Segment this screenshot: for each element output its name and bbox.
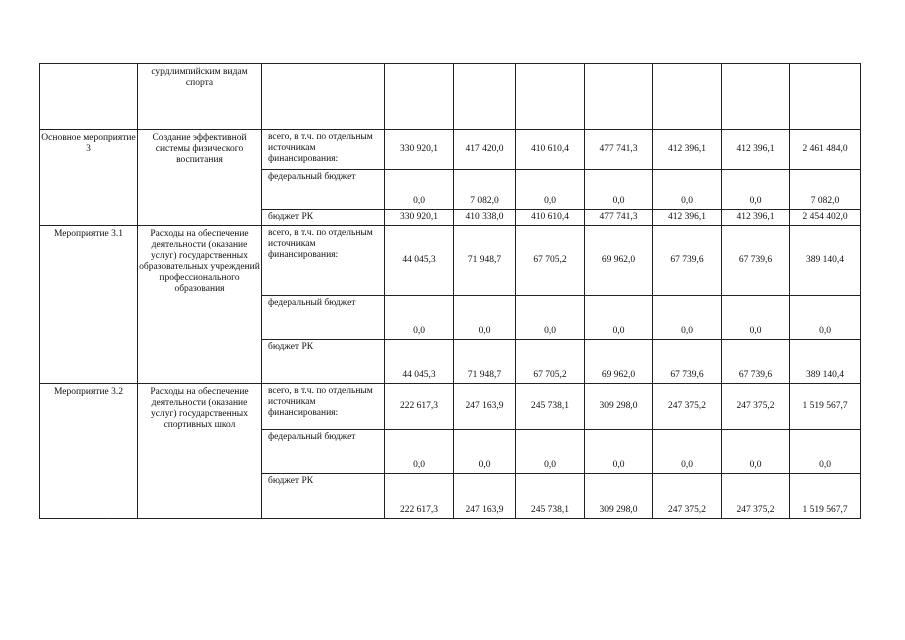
amount-cell bbox=[722, 64, 790, 130]
amount-cell: 309 298,0 bbox=[585, 474, 653, 519]
amount-cell: 44 045,3 bbox=[385, 226, 454, 296]
amount-cell: 0,0 bbox=[454, 296, 516, 340]
measure-code-cell: Основное мероприятие 3 bbox=[40, 130, 138, 226]
amount-cell bbox=[585, 64, 653, 130]
funding-source-cell: федеральный бюджет bbox=[262, 296, 385, 340]
amount-cell: 0,0 bbox=[516, 170, 585, 210]
amount-cell: 1 519 567,7 bbox=[790, 474, 861, 519]
amount-cell: 69 962,0 bbox=[585, 226, 653, 296]
amount-cell: 245 738,1 bbox=[516, 384, 585, 430]
amount-cell: 0,0 bbox=[454, 430, 516, 474]
amount-cell: 0,0 bbox=[385, 170, 454, 210]
amount-cell: 67 739,6 bbox=[722, 226, 790, 296]
funding-source-cell: всего, в т.ч. по отдельным источникам финансирования: bbox=[262, 226, 385, 296]
amount-cell: 0,0 bbox=[385, 430, 454, 474]
amount-cell: 245 738,1 bbox=[516, 474, 585, 519]
amount-cell: 0,0 bbox=[585, 296, 653, 340]
amount-cell: 0,0 bbox=[653, 430, 722, 474]
amount-cell: 477 741,3 bbox=[585, 130, 653, 170]
funding-source-cell: бюджет РК bbox=[262, 474, 385, 519]
amount-cell: 0,0 bbox=[722, 296, 790, 340]
amount-cell bbox=[653, 64, 722, 130]
amount-cell: 309 298,0 bbox=[585, 384, 653, 430]
table-row bbox=[40, 64, 861, 130]
funding-source-cell: федеральный бюджет bbox=[262, 170, 385, 210]
amount-cell bbox=[454, 64, 516, 130]
amount-cell: 0,0 bbox=[585, 430, 653, 474]
amount-cell: 67 739,6 bbox=[722, 340, 790, 384]
amount-cell: 0,0 bbox=[516, 296, 585, 340]
amount-cell: 389 140,4 bbox=[790, 226, 861, 296]
funding-source-cell: бюджет РК bbox=[262, 340, 385, 384]
amount-cell: 7 082,0 bbox=[790, 170, 861, 210]
funding-source-cell: бюджет РК bbox=[262, 210, 385, 226]
amount-cell: 44 045,3 bbox=[385, 340, 454, 384]
measure-description-cell: сурдлимпийским видам спорта bbox=[138, 64, 262, 130]
funding-source-cell: всего, в т.ч. по отдельным источникам финансирования: bbox=[262, 384, 385, 430]
amount-cell: 1 519 567,7 bbox=[790, 384, 861, 430]
amount-cell: 412 396,1 bbox=[653, 210, 722, 226]
amount-cell: 2 461 484,0 bbox=[790, 130, 861, 170]
amount-cell: 69 962,0 bbox=[585, 340, 653, 384]
scan-speck: · bbox=[107, 516, 109, 522]
amount-cell: 67 739,6 bbox=[653, 340, 722, 384]
amount-cell: 2 454 402,0 bbox=[790, 210, 861, 226]
amount-cell: 389 140,4 bbox=[790, 340, 861, 384]
funding-source-cell: федеральный бюджет bbox=[262, 430, 385, 474]
amount-cell: 222 617,3 bbox=[385, 384, 454, 430]
amount-cell: 247 375,2 bbox=[653, 384, 722, 430]
amount-cell: 0,0 bbox=[385, 296, 454, 340]
amount-cell bbox=[790, 64, 861, 130]
amount-cell: 71 948,7 bbox=[454, 226, 516, 296]
measure-description-cell: Создание эффективной системы физического воспитания bbox=[138, 130, 262, 226]
amount-cell: 0,0 bbox=[722, 170, 790, 210]
amount-cell: 0,0 bbox=[653, 170, 722, 210]
amount-cell: 412 396,1 bbox=[722, 210, 790, 226]
amount-cell: 0,0 bbox=[722, 430, 790, 474]
amount-cell: 247 163,9 bbox=[454, 384, 516, 430]
table-body bbox=[40, 64, 861, 519]
amount-cell bbox=[385, 64, 454, 130]
funding-source-cell: всего, в т.ч. по отдельным источникам финансирования: bbox=[262, 130, 385, 170]
amount-cell: 410 338,0 bbox=[454, 210, 516, 226]
amount-cell: 71 948,7 bbox=[454, 340, 516, 384]
amount-cell: 7 082,0 bbox=[454, 170, 516, 210]
amount-cell: 417 420,0 bbox=[454, 130, 516, 170]
amount-cell: 67 739,6 bbox=[653, 226, 722, 296]
table-row bbox=[40, 226, 861, 296]
measure-code-cell: Мероприятие 3.1 bbox=[40, 226, 138, 384]
amount-cell: 410 610,4 bbox=[516, 210, 585, 226]
measure-code-cell bbox=[40, 64, 138, 130]
amount-cell bbox=[516, 64, 585, 130]
amount-cell: 0,0 bbox=[653, 296, 722, 340]
funding-source-cell bbox=[262, 64, 385, 130]
amount-cell: 0,0 bbox=[516, 430, 585, 474]
budget-table bbox=[39, 63, 861, 519]
amount-cell: 67 705,2 bbox=[516, 340, 585, 384]
measure-code-cell: Мероприятие 3.2 bbox=[40, 384, 138, 519]
amount-cell: 412 396,1 bbox=[653, 130, 722, 170]
amount-cell: 247 375,2 bbox=[653, 474, 722, 519]
amount-cell: 477 741,3 bbox=[585, 210, 653, 226]
measure-description-cell: Расходы на обеспечение деятельности (оказание услуг) государственных спортивных школ bbox=[138, 384, 262, 519]
amount-cell: 330 920,1 bbox=[385, 210, 454, 226]
measure-description-cell: Расходы на обеспечение деятельности (оказание услуг) государственных образовательных учреждений профессионального образования bbox=[138, 226, 262, 384]
amount-cell: 247 163,9 bbox=[454, 474, 516, 519]
amount-cell: 0,0 bbox=[790, 430, 861, 474]
table-row bbox=[40, 384, 861, 430]
amount-cell: 247 375,2 bbox=[722, 384, 790, 430]
amount-cell: 222 617,3 bbox=[385, 474, 454, 519]
amount-cell: 0,0 bbox=[790, 296, 861, 340]
table-row bbox=[40, 130, 861, 170]
amount-cell: 412 396,1 bbox=[722, 130, 790, 170]
amount-cell: 0,0 bbox=[585, 170, 653, 210]
amount-cell: 247 375,2 bbox=[722, 474, 790, 519]
amount-cell: 67 705,2 bbox=[516, 226, 585, 296]
amount-cell: 410 610,4 bbox=[516, 130, 585, 170]
amount-cell: 330 920,1 bbox=[385, 130, 454, 170]
